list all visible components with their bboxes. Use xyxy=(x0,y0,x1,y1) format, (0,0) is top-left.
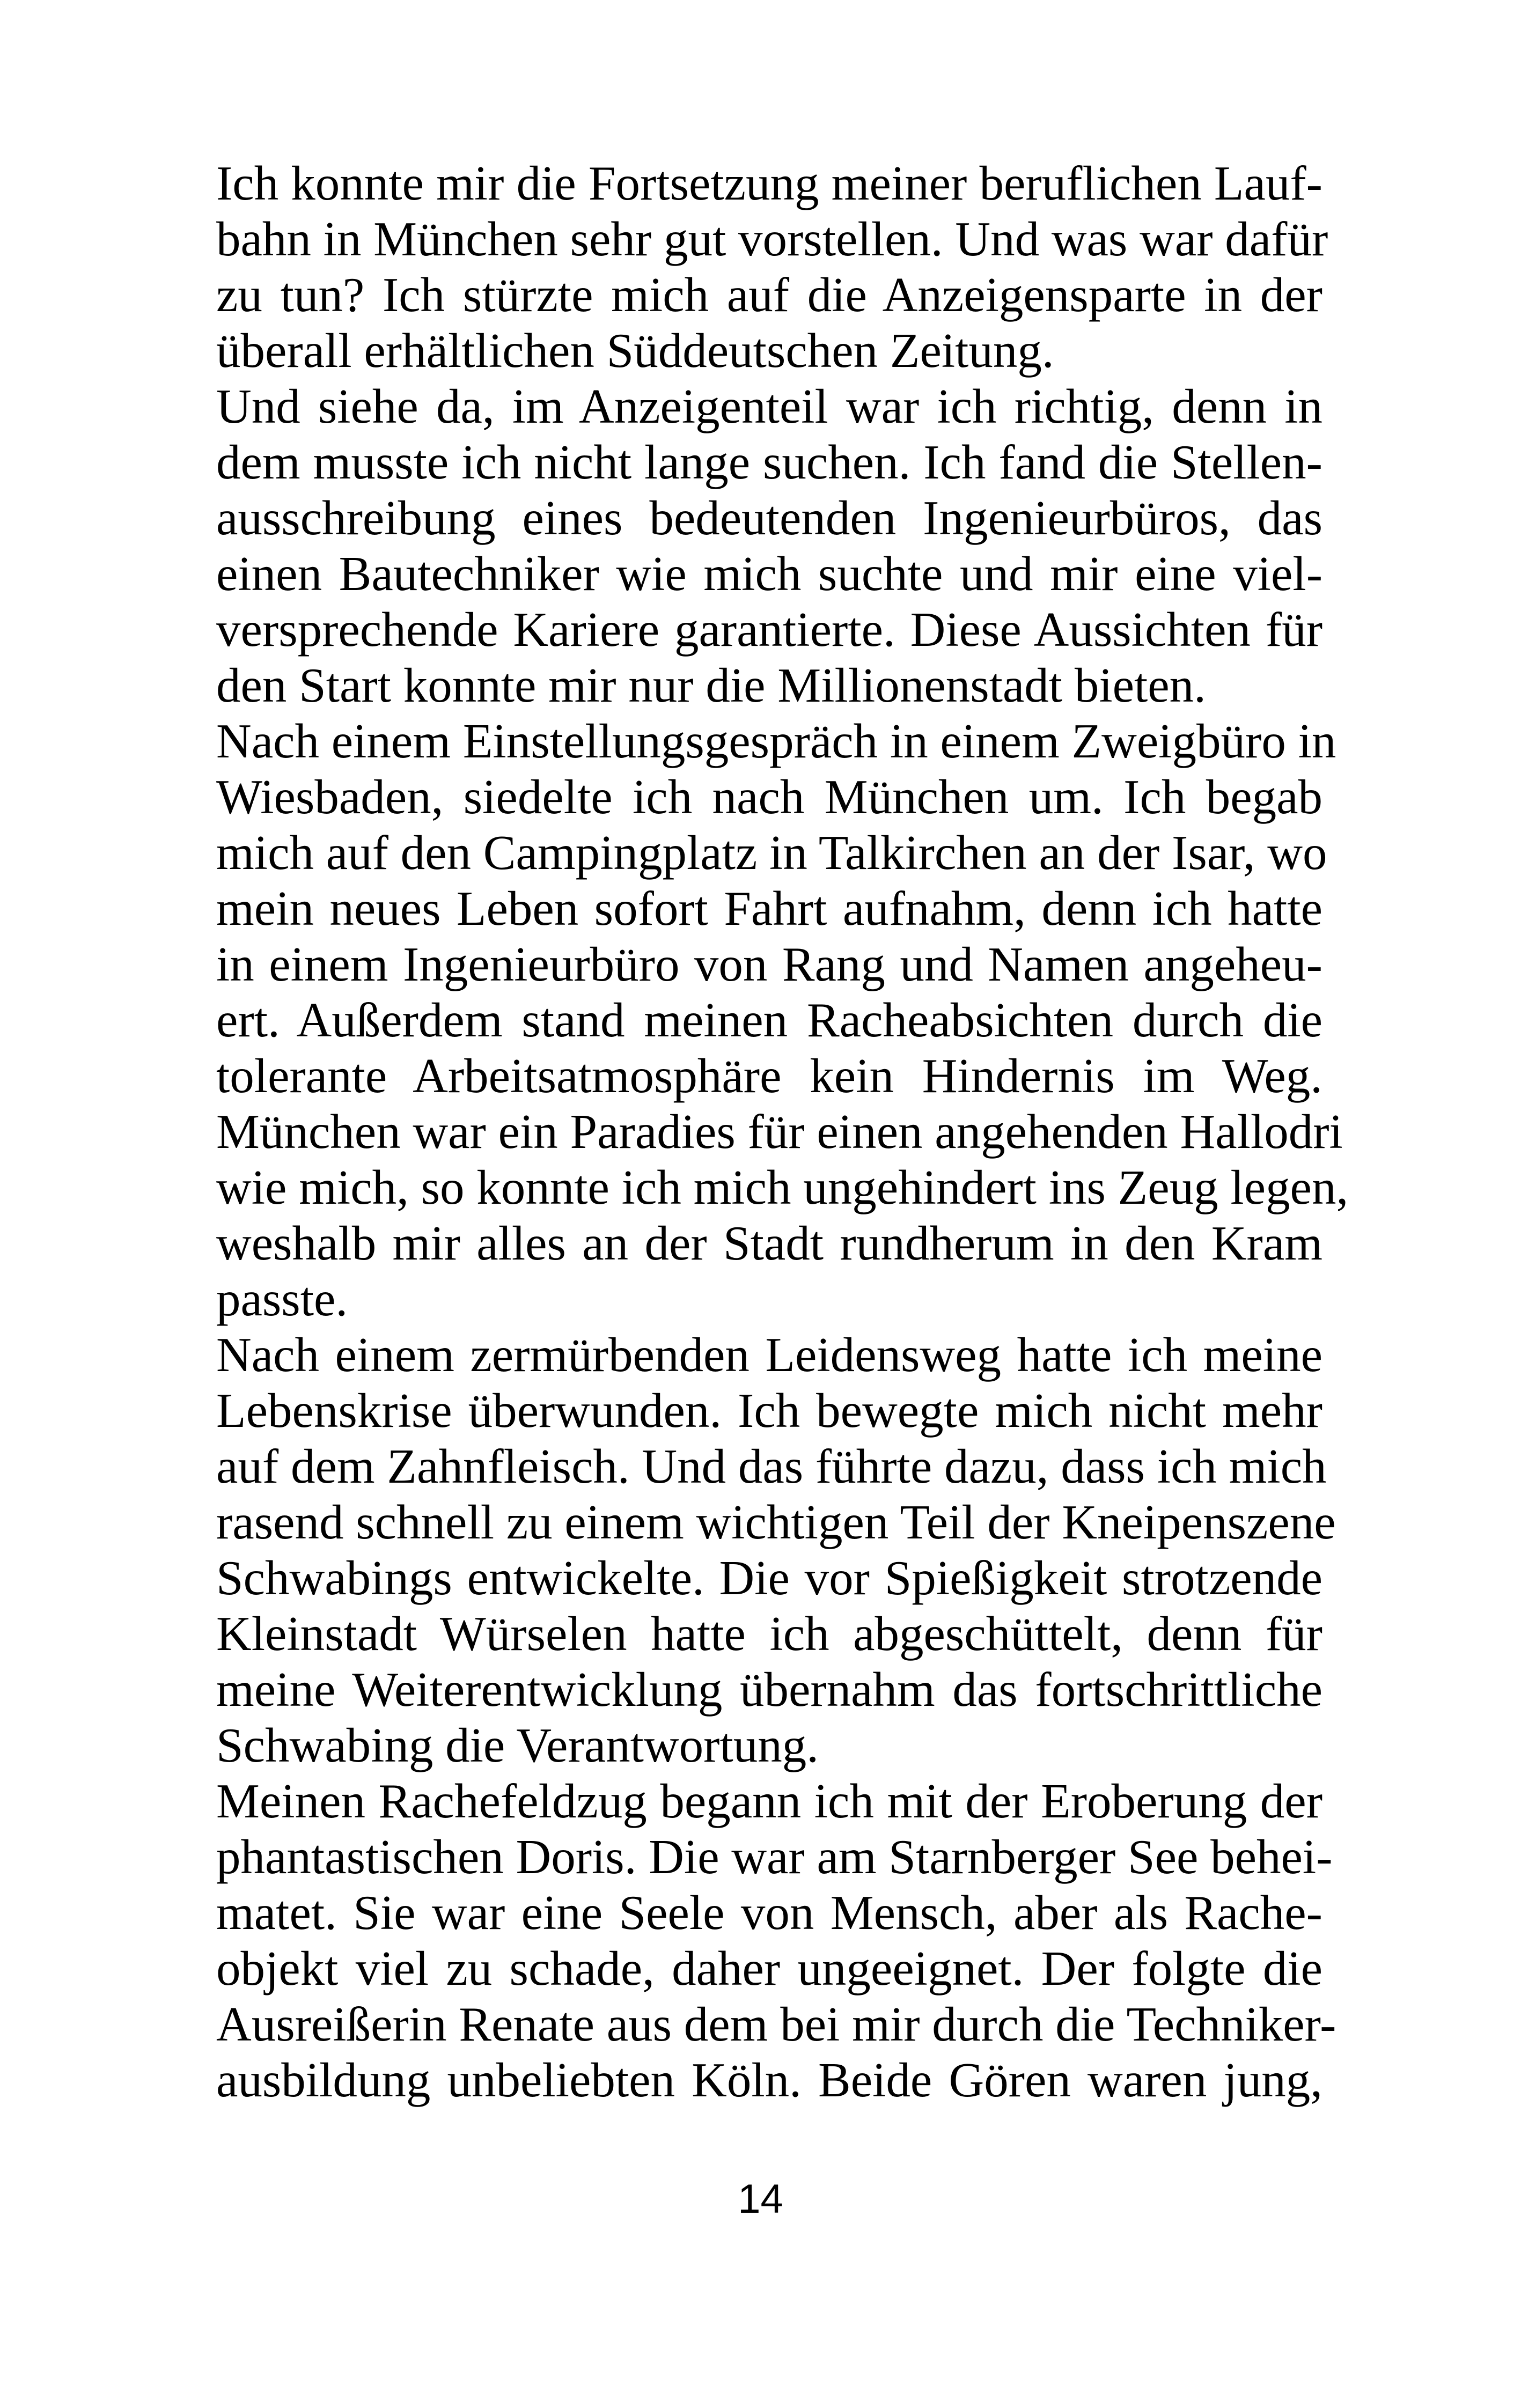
paragraph-5 xyxy=(216,1773,1336,2108)
text-line: dem musste ich nicht lange suchen. Ich fand die Stellen- xyxy=(216,435,1322,489)
paragraph-4 xyxy=(216,1327,1336,1773)
text-line: auf dem Zahnfleisch. Und das führte dazu, dass ich mich xyxy=(216,1439,1327,1493)
text-line: Nach einem Einstellungsgespräch in einem Zweigbüro in xyxy=(216,714,1336,768)
text-line: matet. Sie war eine Seele von Mensch, aber als Rache- xyxy=(216,1886,1322,1940)
text-line: passte. xyxy=(216,1272,348,1326)
text-line: Lebenskrise überwunden. Ich bewegte mich nicht mehr xyxy=(216,1383,1322,1438)
body-text xyxy=(216,156,1349,2108)
text-line: ert. Außerdem stand meinen Racheabsichten durch die xyxy=(216,993,1322,1047)
text-line: mein neues Leben sofort Fahrt aufnahm, denn ich hatte xyxy=(216,881,1322,936)
text-line: meine Weiterentwicklung übernahm das fortschrittliche xyxy=(216,1662,1322,1717)
text-line: den Start konnte mir nur die Millionenstadt bieten. xyxy=(216,658,1206,712)
text-line: tolerante Arbeitsatmosphäre kein Hindernis im Weg. xyxy=(216,1049,1322,1103)
page-number: 14 xyxy=(738,2176,783,2222)
paragraph-2 xyxy=(216,379,1322,713)
text-line: ausbildung unbeliebten Köln. Beide Gören waren jung, xyxy=(216,2053,1322,2107)
text-line: zu tun? Ich stürzte mich auf die Anzeigensparte in der xyxy=(216,268,1322,322)
text-line: einen Bautechniker wie mich suchte und mir eine viel- xyxy=(216,547,1322,601)
text-line: objekt viel zu schade, daher ungeeignet. Der folgte die xyxy=(216,1941,1322,1995)
text-line: Schwabings entwickelte. Die vor Spießigkeit strotzende xyxy=(216,1551,1322,1605)
text-line: phantastischen Doris. Die war am Starnberger See behei- xyxy=(216,1830,1333,1884)
text-line: weshalb mir alles an der Stadt rundherum in den Kram xyxy=(216,1216,1322,1270)
text-line: mich auf den Campingplatz in Talkirchen an der Isar, wo xyxy=(216,826,1327,880)
paragraph-3 xyxy=(216,713,1349,1327)
text-line: in einem Ingenieurbüro von Rang und Namen angeheu- xyxy=(216,937,1322,991)
text-line: Ich konnte mir die Fortsetzung meiner beruflichen Lauf- xyxy=(216,156,1322,210)
text-line: Kleinstadt Würselen hatte ich abgeschüttelt, denn für xyxy=(216,1607,1322,1661)
text-line: München war ein Paradies für einen angehenden Hallodri xyxy=(216,1104,1343,1159)
text-line: Ausreißerin Renate aus dem bei mir durch die Techniker- xyxy=(216,1997,1336,2051)
text-line: überall erhältlichen Süddeutschen Zeitung. xyxy=(216,323,1054,378)
text-line: Wiesbaden, siedelte ich nach München um. Ich begab xyxy=(216,770,1322,824)
text-line: wie mich, so konnte ich mich ungehindert ins Zeug legen, xyxy=(216,1160,1349,1214)
text-line: ausschreibung eines bedeutenden Ingenieurbüros, das xyxy=(216,491,1322,545)
text-line: Meinen Rachefeldzug begann ich mit der Eroberung der xyxy=(216,1774,1322,1828)
text-line: versprechende Kariere garantierte. Diese Aussichten für xyxy=(216,602,1322,657)
text-line: bahn in München sehr gut vorstellen. Und was war dafür xyxy=(216,212,1328,266)
paragraph-1 xyxy=(216,156,1328,379)
text-line: rasend schnell zu einem wichtigen Teil der Kneipenszene xyxy=(216,1495,1336,1549)
text-line: Und siehe da, im Anzeigenteil war ich richtig, denn in xyxy=(216,379,1322,433)
text-line: Nach einem zermürbenden Leidensweg hatte ich meine xyxy=(216,1328,1322,1382)
text-line: Schwabing die Verantwortung. xyxy=(216,1718,819,1772)
